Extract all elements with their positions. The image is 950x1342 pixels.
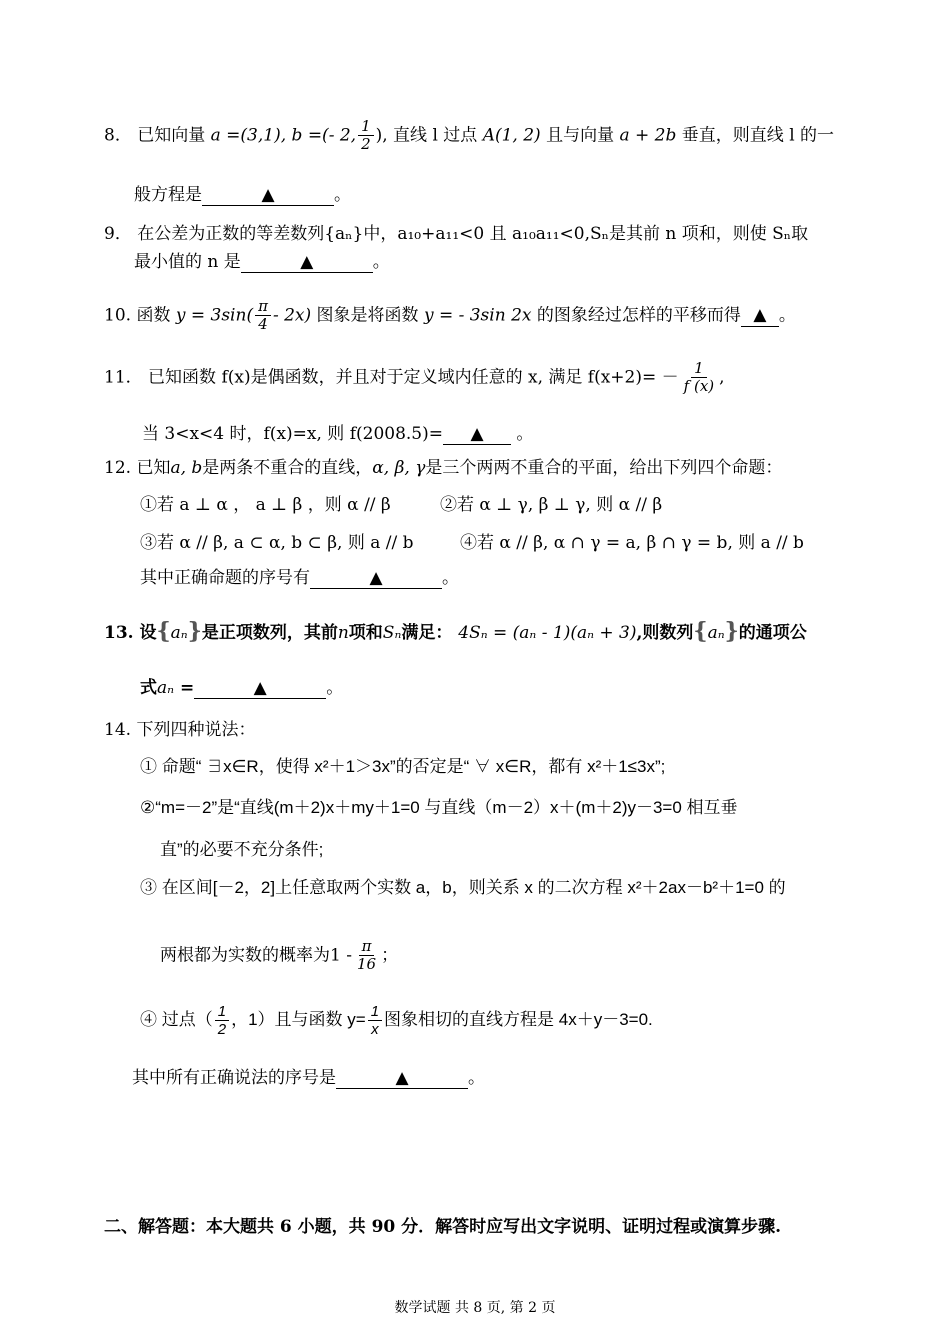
q14-statement-3 bbox=[140, 878, 786, 898]
q11-number: 11． bbox=[104, 367, 143, 388]
q12-p2-text: ②若 α ⊥ γ, β ⊥ γ, 则 α // β bbox=[440, 495, 663, 515]
q9-answer-line bbox=[134, 252, 390, 273]
q13-period: 。 bbox=[326, 678, 344, 698]
q14-fraction-half: $\frac{1}{2}$ bbox=[215, 1003, 229, 1039]
q12-answer-line bbox=[140, 568, 459, 589]
triangle-marker: ▲ bbox=[753, 305, 767, 326]
right-brace: } bbox=[187, 618, 202, 644]
q10-period: 。 bbox=[778, 305, 796, 326]
q13-n: n bbox=[337, 623, 349, 643]
q14-statement-2 bbox=[140, 798, 738, 818]
question-13 bbox=[104, 618, 807, 644]
q12-proposition-2 bbox=[440, 495, 662, 515]
q8-combo: a + 2b bbox=[619, 125, 677, 146]
q10-func1a: y = 3sin( bbox=[175, 305, 254, 326]
q11-comma: , bbox=[719, 367, 725, 388]
q13-text4: 满足： bbox=[401, 623, 453, 643]
q14-period: 。 bbox=[468, 1068, 485, 1088]
q14-s2-text: ②“m=－2”是“直线(m＋2)x＋my＋1=0 与直线（m－2）x＋(m＋2)y－3=0 相互垂 bbox=[140, 798, 738, 817]
q10-text3: 的图象经过怎样的平移而得 bbox=[536, 305, 741, 326]
q14-s4c-text: 图象相切的直线方程是 4x＋y－3=0. bbox=[384, 1010, 653, 1030]
q13-text6: 的通项公 bbox=[738, 623, 807, 643]
q9-number: 9． bbox=[104, 224, 132, 244]
q13-text2: 是正项数列，其前 bbox=[201, 623, 338, 643]
q13-text3: 项和 bbox=[348, 623, 383, 643]
q14-statement-4 bbox=[140, 1003, 653, 1039]
q8-answer-blank[interactable] bbox=[202, 185, 334, 206]
q14-fraction-1-x: $\frac{1}{x}$ bbox=[368, 1003, 382, 1039]
footer-text: 数学试题 共 8 页, 第 2 页 bbox=[394, 1300, 556, 1316]
triangle-marker: ▲ bbox=[300, 252, 314, 272]
q10-func1b: - 2x) bbox=[272, 305, 312, 326]
q13-answer-blank[interactable] bbox=[194, 678, 326, 699]
q8-text3: 且与向量 bbox=[546, 125, 615, 146]
triangle-marker: ▲ bbox=[470, 424, 484, 444]
q14-s4a-text: ④ 过点（ bbox=[140, 1010, 213, 1030]
q8-text2: ), 直线 l 过点 bbox=[375, 125, 478, 146]
q10-text2: 图象是将函数 bbox=[316, 305, 419, 326]
q12-proposition-4 bbox=[460, 533, 804, 553]
q12-number: 12. bbox=[104, 458, 132, 478]
q10-fraction-pi-4: $\frac{\pi}{4}$ bbox=[255, 298, 271, 334]
q10-text: 函数 bbox=[136, 305, 171, 326]
triangle-marker: ▲ bbox=[395, 1068, 409, 1088]
q13-an3: aₙ bbox=[157, 678, 175, 698]
q13-text7: 式 bbox=[140, 678, 157, 698]
q8-answer-line bbox=[134, 185, 351, 206]
q14-one-minus: 1 - bbox=[330, 945, 352, 966]
q12-p1-text: ①若 a ⊥ α ， a ⊥ β ，则 α // β bbox=[140, 495, 391, 515]
q12-lines: a, b bbox=[170, 458, 203, 478]
triangle-marker: ▲ bbox=[253, 678, 267, 698]
q13-Sn: Sₙ bbox=[382, 623, 402, 643]
q8-fraction-half: $\frac{1}{2}$ bbox=[358, 118, 374, 154]
q12-proposition-3 bbox=[140, 533, 414, 553]
q8-text5: 般方程是 bbox=[134, 185, 202, 205]
triangle-marker: ▲ bbox=[261, 185, 275, 205]
q13-equation: 4Sₙ = (aₙ - 1)(aₙ + 3) bbox=[458, 623, 637, 643]
q14-answer-blank[interactable] bbox=[336, 1068, 468, 1089]
q11-period: 。 bbox=[516, 424, 534, 444]
q14-semicolon: ； bbox=[381, 945, 399, 966]
q14-text-ans: 其中所有正确说法的序号是 bbox=[132, 1068, 336, 1088]
q11-text: 已知函数 f(x)是偶函数，并且对于定义域内任意的 x, 满足 f(x+2)= － bbox=[148, 367, 679, 388]
q13-text5: ,则数列 bbox=[636, 623, 694, 643]
q13-an: aₙ bbox=[170, 623, 188, 643]
q8-period: 。 bbox=[334, 185, 351, 205]
q12-answer-blank[interactable] bbox=[310, 568, 442, 589]
right-brace: } bbox=[724, 618, 739, 644]
section-2-text: 二、解答题：本大题共 6 小题，共 90 分．解答时应写出文字说明、证明过程或演算步骤. bbox=[104, 1217, 782, 1237]
q10-answer-blank[interactable] bbox=[741, 305, 779, 326]
q14-s3b-text: 两根都为实数的概率为 bbox=[160, 945, 330, 966]
q13-number: 13. bbox=[104, 623, 134, 643]
page-footer bbox=[0, 1300, 950, 1317]
q8-text: 已知向量 bbox=[137, 125, 206, 146]
q12-text2: 是两条不重合的直线， bbox=[202, 458, 373, 478]
q14-s2b-text: 直”的必要不充分条件; bbox=[160, 840, 324, 859]
q11-fraction: $\frac{1}{f (x)}$ bbox=[683, 359, 715, 396]
q14-number: 14. bbox=[104, 720, 132, 740]
question-10 bbox=[104, 298, 796, 334]
q9-text2: 最小值的 n 是 bbox=[134, 252, 241, 272]
question-9 bbox=[104, 224, 808, 244]
q14-statement-1 bbox=[140, 757, 665, 777]
q13-answer-line bbox=[140, 678, 343, 699]
q9-text: 在公差为正数的等差数列{aₙ}中，a₁₀+a₁₁<0 且 a₁₀a₁₁<0,Sₙ是其前 n 项和，则使 Sₙ取 bbox=[137, 224, 809, 244]
q11-text2: 当 3<x<4 时，f(x)=x, 则 f(2008.5)= bbox=[142, 424, 443, 444]
q12-text-ans: 其中正确命题的序号有 bbox=[140, 568, 310, 588]
q14-statement-3-cont bbox=[160, 938, 398, 974]
q8-number: 8． bbox=[104, 125, 132, 146]
q8-text4: 垂直，则直线 l 的一 bbox=[681, 125, 835, 146]
left-brace: { bbox=[693, 618, 708, 644]
q13-equals: = bbox=[179, 678, 195, 698]
q12-text3: 是三个两两不重合的平面，给出下列四个命题： bbox=[425, 458, 783, 478]
q14-s3-text: ③ 在区间[－2，2]上任意取两个实数 a，b，则关系 x 的二次方程 x²＋2ax－b²＋1=0 的 bbox=[140, 878, 786, 897]
q9-answer-blank[interactable] bbox=[241, 252, 373, 273]
section-2-heading bbox=[104, 1217, 781, 1237]
q12-planes: α, β, γ bbox=[372, 458, 426, 478]
q14-fraction-pi-16: $\frac{\pi}{16}$ bbox=[356, 937, 377, 974]
question-14 bbox=[104, 720, 255, 740]
q12-p3-text: ③若 α // β, a ⊂ α, b ⊂ β, 则 a // b bbox=[140, 533, 414, 553]
q8-vectors: a =(3,1), b =(- 2, bbox=[210, 125, 357, 146]
q12-proposition-1 bbox=[140, 495, 391, 515]
question-12 bbox=[104, 458, 782, 478]
left-brace: { bbox=[156, 618, 171, 644]
q10-number: 10. bbox=[104, 305, 132, 326]
q13-an2: aₙ bbox=[707, 623, 725, 643]
q12-text: 已知 bbox=[136, 458, 171, 478]
q12-period: 。 bbox=[442, 568, 459, 588]
q9-period: 。 bbox=[372, 252, 390, 272]
q12-p4-text: ④若 α // β, α ∩ γ = a, β ∩ γ = b, 则 a // b bbox=[460, 533, 804, 553]
q11-answer-blank[interactable] bbox=[443, 424, 511, 445]
q14-s1-text: ① 命题“ ∃x∈R，使得 x²＋1＞3x”的否定是“ ∀ x∈R，都有 x²＋1≤3x”; bbox=[140, 757, 666, 776]
q14-text: 下列四种说法： bbox=[136, 720, 256, 740]
q14-statement-2-cont bbox=[160, 840, 323, 860]
q11-answer-line bbox=[142, 424, 533, 445]
question-11 bbox=[104, 360, 725, 396]
triangle-marker: ▲ bbox=[369, 568, 383, 588]
q14-answer-line bbox=[132, 1068, 485, 1089]
question-8 bbox=[104, 118, 834, 154]
q10-func2: y = - 3sin 2x bbox=[423, 305, 532, 326]
q8-point: A(1, 2) bbox=[482, 125, 541, 146]
q13-text: 设 bbox=[139, 623, 157, 643]
q14-s4b-text: ，1）且与函数 y= bbox=[231, 1010, 366, 1030]
